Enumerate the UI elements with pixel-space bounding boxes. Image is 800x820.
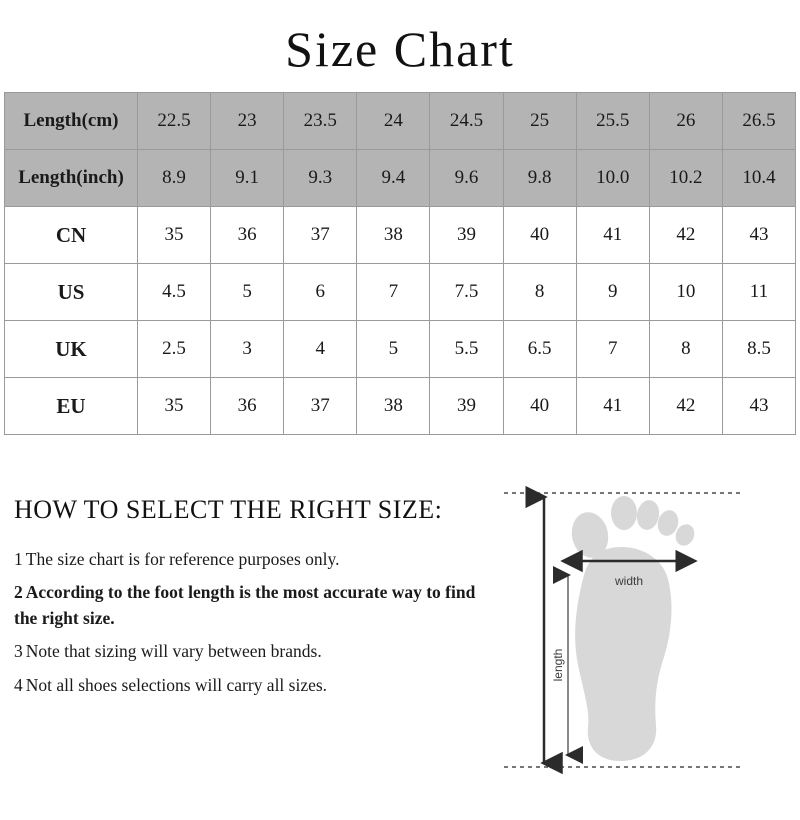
width-label: width [614, 574, 644, 588]
note-number: 2 [14, 582, 23, 603]
note-text: According to the foot length is the most accurate way to find the right size. [14, 582, 476, 628]
table-row [5, 378, 796, 435]
note-text: Not all shoes selections will carry all sizes. [25, 674, 328, 695]
table-cell: 7 [576, 321, 649, 378]
row-header: CN [5, 207, 138, 264]
table-cell: 7 [357, 264, 430, 321]
table-row [5, 264, 796, 321]
row-header: Length(inch) [5, 150, 138, 207]
size-chart-body [5, 93, 796, 435]
table-cell: 41 [576, 378, 649, 435]
table-cell: 23.5 [284, 93, 357, 150]
table-cell: 39 [430, 207, 503, 264]
size-chart-table [4, 92, 796, 435]
table-cell: 9.1 [211, 150, 284, 207]
table-cell: 41 [576, 207, 649, 264]
table-cell: 38 [357, 207, 430, 264]
length-label: length [551, 648, 565, 682]
table-cell: 8 [503, 264, 576, 321]
how-to-heading: HOW TO SELECT THE RIGHT SIZE: [14, 495, 443, 524]
table-cell: 24 [357, 93, 430, 150]
table-cell: 36 [211, 207, 284, 264]
table-cell: 25 [503, 93, 576, 150]
table-cell: 4.5 [138, 264, 211, 321]
table-cell: 38 [357, 378, 430, 435]
how-to-select-block [14, 495, 484, 706]
row-header: UK [5, 321, 138, 378]
table-cell: 35 [138, 378, 211, 435]
note-item [14, 547, 484, 572]
table-cell: 9.8 [503, 150, 576, 207]
note-number: 4 [14, 674, 23, 695]
table-cell: 3 [211, 321, 284, 378]
table-cell: 6.5 [503, 321, 576, 378]
table-row [5, 93, 796, 150]
table-cell: 11 [722, 264, 795, 321]
table-cell: 9.6 [430, 150, 503, 207]
table-cell: 35 [138, 207, 211, 264]
table-cell: 4 [284, 321, 357, 378]
table-cell: 36 [211, 378, 284, 435]
table-cell: 9.4 [357, 150, 430, 207]
table-cell: 40 [503, 378, 576, 435]
note-number: 1 [14, 549, 23, 569]
table-row [5, 207, 796, 264]
table-cell: 9.3 [284, 150, 357, 207]
table-cell: 39 [430, 378, 503, 435]
table-cell: 8.9 [138, 150, 211, 207]
table-cell: 5.5 [430, 321, 503, 378]
table-cell: 37 [284, 207, 357, 264]
size-chart-table-wrapper [0, 92, 800, 435]
table-cell: 5 [357, 321, 430, 378]
page-title: Size Chart [285, 21, 515, 77]
table-cell: 23 [211, 93, 284, 150]
table-cell: 10 [649, 264, 722, 321]
table-cell: 8 [649, 321, 722, 378]
row-header: US [5, 264, 138, 321]
foot-icon [568, 496, 698, 761]
note-number: 3 [14, 641, 23, 662]
lower-section [0, 495, 800, 815]
table-cell: 26 [649, 93, 722, 150]
table-cell: 42 [649, 378, 722, 435]
table-row [5, 150, 796, 207]
table-cell: 10.0 [576, 150, 649, 207]
table-cell: 22.5 [138, 93, 211, 150]
note-item [14, 639, 484, 664]
table-cell: 40 [503, 207, 576, 264]
table-row [5, 321, 796, 378]
table-cell: 7.5 [430, 264, 503, 321]
table-cell: 6 [284, 264, 357, 321]
row-header: Length(cm) [5, 93, 138, 150]
table-cell: 37 [284, 378, 357, 435]
foot-measurement-diagram [472, 455, 772, 785]
foot-diagram-svg [472, 455, 772, 785]
table-cell: 10.2 [649, 150, 722, 207]
table-cell: 43 [722, 207, 795, 264]
note-item [14, 673, 484, 698]
table-cell: 5 [211, 264, 284, 321]
note-item [14, 580, 484, 631]
table-cell: 2.5 [138, 321, 211, 378]
table-cell: 24.5 [430, 93, 503, 150]
row-header: EU [5, 378, 138, 435]
table-cell: 42 [649, 207, 722, 264]
table-cell: 43 [722, 378, 795, 435]
note-text: Note that sizing will vary between brands. [25, 641, 322, 662]
note-text: The size chart is for reference purposes only. [25, 549, 340, 569]
table-cell: 25.5 [576, 93, 649, 150]
table-cell: 10.4 [722, 150, 795, 207]
table-cell: 8.5 [722, 321, 795, 378]
table-cell: 26.5 [722, 93, 795, 150]
table-cell: 9 [576, 264, 649, 321]
